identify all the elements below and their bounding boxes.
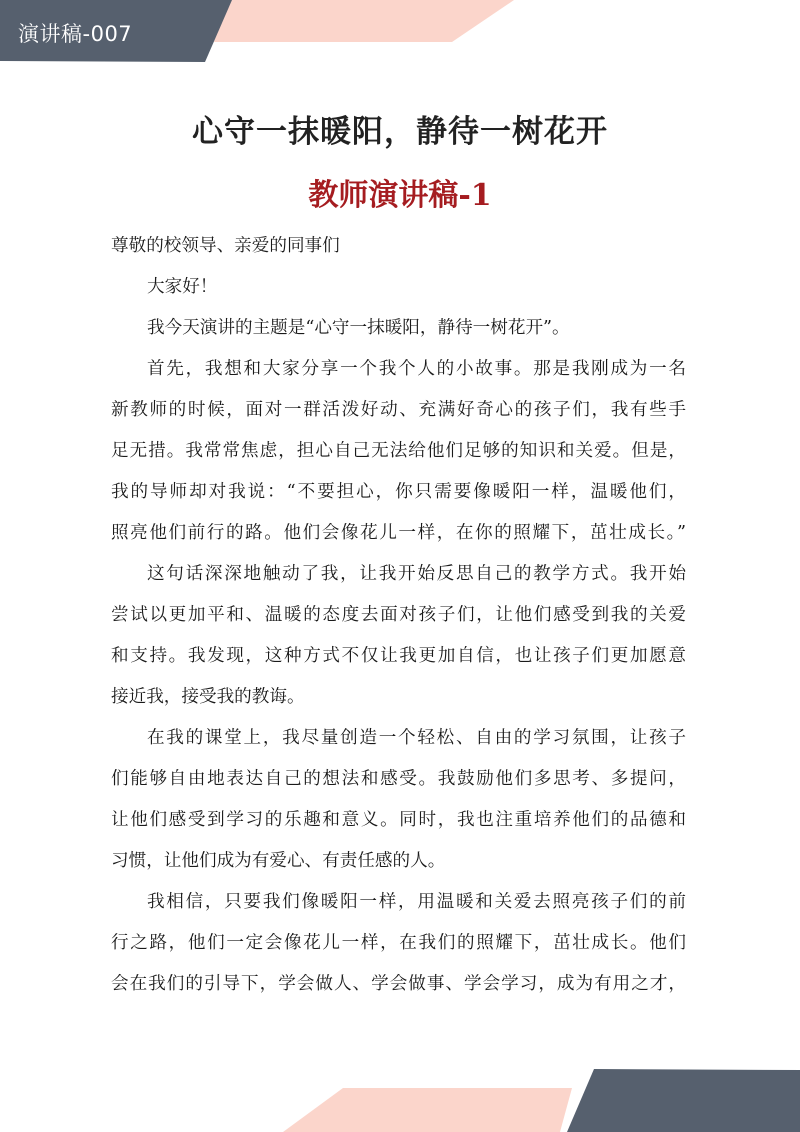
bottom-slate-band — [567, 1069, 800, 1132]
top-peach-band — [214, 0, 514, 42]
text-line: 让他们感受到学习的乐趣和意义。同时，我也注重培养他们的品德和 — [111, 810, 686, 830]
document-tag: 演讲稿-007 — [18, 22, 133, 46]
speech-body — [111, 226, 686, 1005]
text-line: 习惯，让他们成为有爱心、有责任感的人。 — [111, 851, 446, 871]
text-line: 会在我们的引导下，学会做人、学会做事、学会学习，成为有用之才， — [111, 974, 686, 994]
text-line: 行之路，他们一定会像花儿一样，在我们的照耀下，茁壮成长。他们 — [111, 933, 686, 953]
bottom-peach-band — [283, 1088, 572, 1132]
text-line: 我今天演讲的主题是“心守一抹暖阳，静待一树花开”。 — [147, 318, 570, 338]
text-line: 大家好！ — [147, 277, 218, 297]
text-line: 们能够自由地表达自己的想法和感受。我鼓励他们多思考、多提问， — [111, 769, 686, 789]
text-line: 照亮他们前行的路。他们会像花儿一样，在你的照耀下，茁壮成长。” — [111, 523, 686, 543]
page-subtitle: 教师演讲稿-1 — [308, 178, 492, 213]
bottom-decoration — [0, 1060, 800, 1132]
text-line: 足无措。我常常焦虑，担心自己无法给他们足够的知识和关爱。但是， — [111, 441, 686, 461]
page-title: 心守一抹暖阳，静待一树花开 — [192, 114, 608, 150]
text-line: 和支持。我发现，这种方式不仅让我更加自信，也让孩子们更加愿意 — [111, 646, 686, 666]
text-line: 接近我，接受我的教诲。 — [111, 687, 305, 707]
text-line: 尝试以更加平和、温暖的态度去面对孩子们，让他们感受到我的关爱 — [111, 605, 686, 625]
text-line: 新教师的时候，面对一群活泼好动、充满好奇心的孩子们，我有些手 — [111, 400, 686, 420]
text-line: 这句话深深地触动了我，让我开始反思自己的教学方式。我开始 — [147, 564, 686, 584]
text-line: 在我的课堂上，我尽量创造一个轻松、自由的学习氛围，让孩子 — [147, 728, 686, 748]
text-line: 尊敬的校领导、亲爱的同事们 — [111, 236, 340, 256]
text-line: 首先，我想和大家分享一个我个人的小故事。那是我刚成为一名 — [147, 359, 686, 379]
text-line: 我相信，只要我们像暖阳一样，用温暖和关爱去照亮孩子们的前 — [147, 892, 686, 912]
text-line: 我的导师却对我说：“不要担心，你只需要像暖阳一样，温暖他们， — [111, 482, 686, 502]
